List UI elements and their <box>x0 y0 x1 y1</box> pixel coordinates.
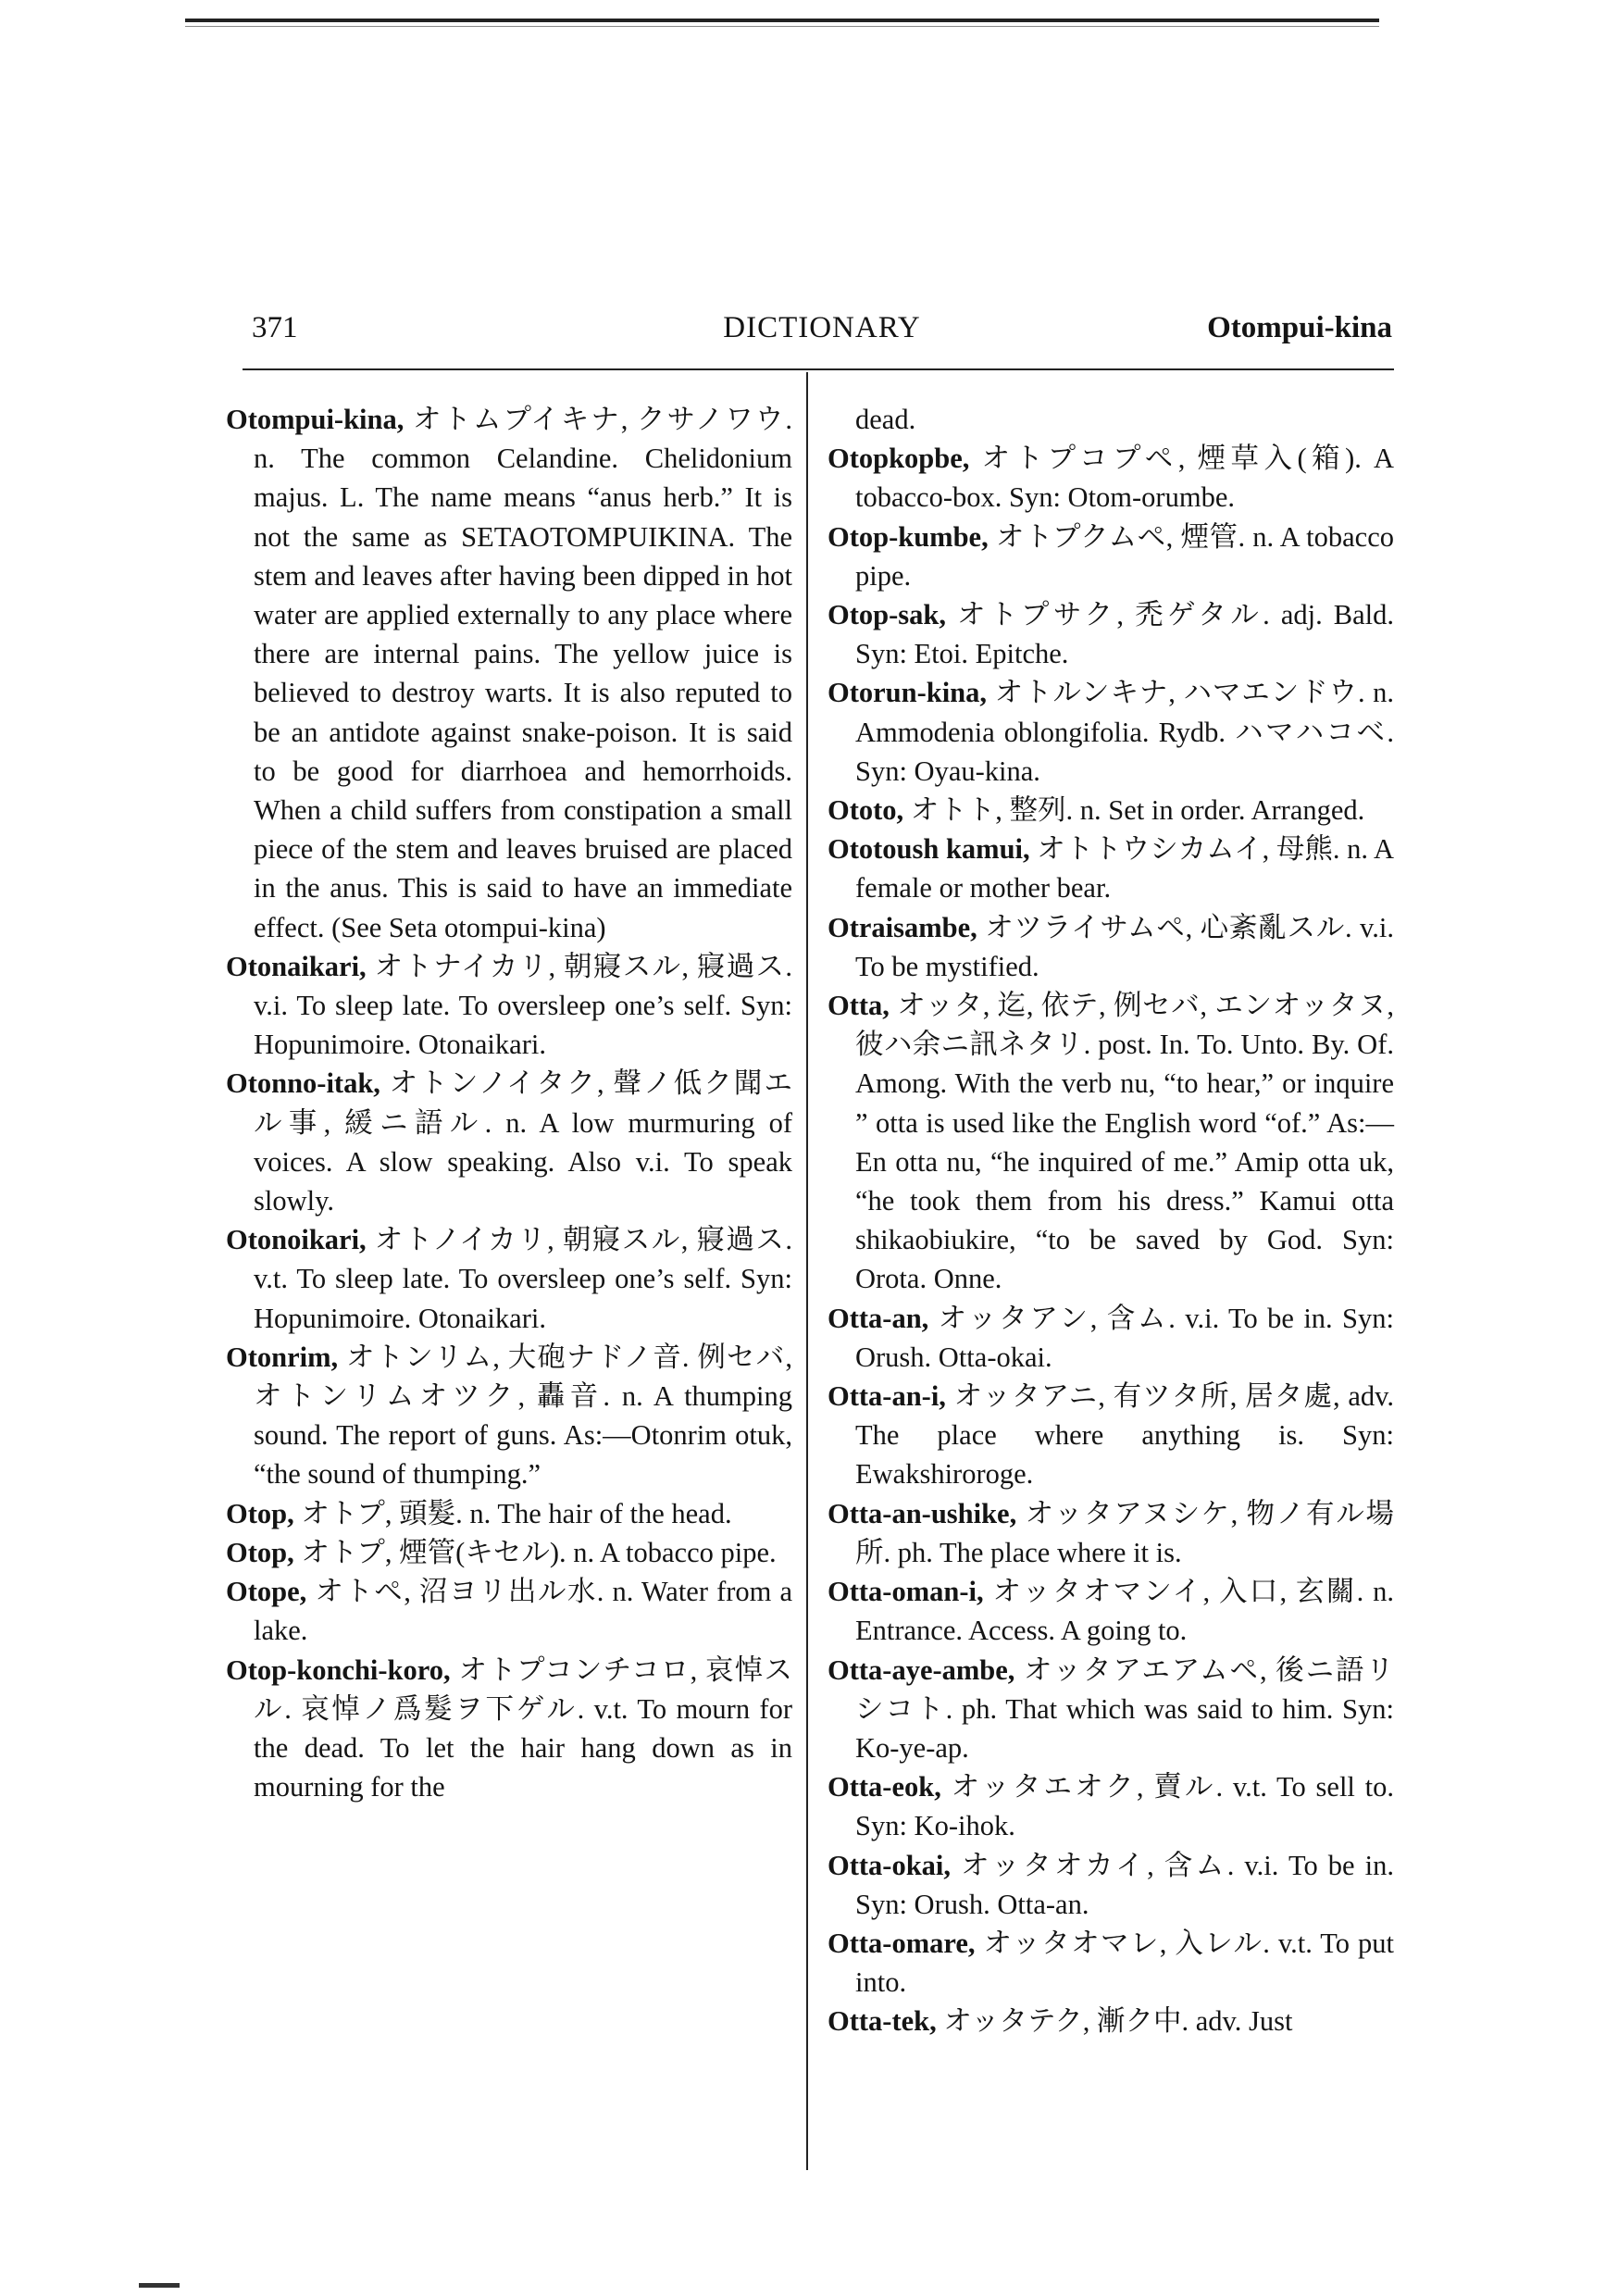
entry-definition: オトプ, 頭髮. n. The hair of the head. <box>293 1497 732 1529</box>
entry-headword: Otorun-kina, <box>828 677 988 709</box>
entry-headword: Ototo, <box>828 794 904 827</box>
top-rule <box>185 19 1379 22</box>
left-column <box>226 400 792 1806</box>
right-column <box>828 400 1394 2041</box>
entry-headword: Otonoikari, <box>226 1224 367 1256</box>
entry-headword: Otonaikari, <box>226 950 367 982</box>
dictionary-entry <box>226 1220 792 1338</box>
dictionary-entry <box>828 1767 1394 1845</box>
dictionary-entry <box>226 1494 792 1533</box>
entry-definition: オッタ, 迄, 依テ, 例セバ, エンオッタヌ, 彼ハ余ニ訊ネタリ. post. In. To. Unto. By. Of. Among. With the verb nu, “to hear,” or inquire ” otta is used like the English word “of.” As:—En otta nu, “he inquired of me.” Amip otta uk, “he took them from his dress.” Kamui otta shikaobiukire, “to be saved by God. Syn: Orota. Onne. <box>855 990 1394 1295</box>
column-divider <box>806 372 808 2170</box>
entry-definition: オッタアン, 含ム. v.i. To be in. Syn: Orush. Otta-okai. <box>855 1302 1394 1373</box>
dictionary-entry <box>226 1651 792 1807</box>
dictionary-entry <box>828 791 1394 830</box>
entry-definition: オトノイカリ, 朝寢スル, 寢過ス. v.t. To sleep late. To oversleep one’s self. Syn: Hopunimoire. Otonaikari. <box>254 1224 792 1334</box>
dictionary-entry <box>828 595 1394 673</box>
entry-definition: オッタテク, 漸ク中. adv. Just <box>936 2005 1293 2038</box>
entry-definition: オッタアエアムペ, 後ニ語リシコト. ph. That which was said to him. Syn: Ko-ye-ap. <box>855 1653 1394 1764</box>
entry-definition: オトンリム, 大砲ナドノ音. 例セバ, オトンリムオツク, 轟音. n. A thumping sound. The report of guns. As:—Otonrim otuk, “the sound of thumping.” <box>254 1341 792 1491</box>
dictionary-entry <box>828 830 1394 907</box>
entry-headword: Otop, <box>226 1497 294 1529</box>
entry-definition: オトルンキナ, ハマエンドウ. n. Ammodenia oblongifolia. Rydb. ハマハコベ. Syn: Oyau-kina. <box>855 677 1394 787</box>
page-number: 371 <box>252 311 298 344</box>
entry-definition: オトプクムペ, 煙管. n. A tobacco pipe. <box>855 520 1394 592</box>
entry-definition: オトトウシカムイ, 母熊. n. A female or mother bear. <box>855 833 1394 905</box>
dictionary-entry <box>828 1494 1394 1572</box>
entry-headword: Otta-eok, <box>828 1771 941 1803</box>
entry-definition: オトペ, 沼ヨリ出ル水. n. Water from a lake. <box>254 1576 792 1647</box>
entry-headword: Otop, <box>226 1536 294 1568</box>
entry-definition: オッタオカイ, 含ム. v.i. To be in. Syn: Orush. Otta-an. <box>855 1849 1394 1920</box>
entry-headword: Otop-sak, <box>828 599 946 631</box>
entry-headword: Otraisambe, <box>828 911 977 943</box>
entry-definition: オトプコンチコロ, 哀悼スル. 哀悼ノ爲髮ヲ下ゲル. v.t. To mourn for the dead. To let the hair hang down as in mourning for the <box>254 1653 792 1803</box>
dictionary-entry <box>828 986 1394 1299</box>
entry-definition: オッタアニ, 有ツタ所, 居タ處, adv. The place where anything is. Syn: Ewakshiroroge. <box>855 1380 1394 1491</box>
dictionary-entry <box>828 1377 1394 1494</box>
dictionary-entry <box>828 1651 1394 1768</box>
dictionary-entry <box>828 1924 1394 2002</box>
entry-headword: Otompui-kina, <box>226 404 404 435</box>
dictionary-entry <box>828 1846 1394 1924</box>
dictionary-entry <box>828 673 1394 791</box>
header-rule <box>243 368 1394 370</box>
entry-headword: Otopkopbe, <box>828 443 970 475</box>
entry-definition: オトト, 整列. n. Set in order. Arranged. <box>903 794 1365 827</box>
entry-headword: Otonrim, <box>226 1341 339 1373</box>
entry-headword: Otta-aye-ambe, <box>828 1653 1015 1686</box>
entry-definition: オッタエオク, 賣ル. v.t. To sell to. Syn: Ko-ihok. <box>855 1771 1394 1842</box>
entry-definition: オッタオマンイ, 入口, 玄關. n. Entrance. Access. A going to. <box>855 1576 1394 1647</box>
entry-headword: Otta, <box>828 990 890 1022</box>
running-title: DICTIONARY <box>723 311 921 344</box>
dictionary-entry <box>828 1572 1394 1650</box>
dictionary-entry <box>828 2002 1394 2040</box>
entry-headword: Otta-okai, <box>828 1849 952 1881</box>
entry-definition: オトプ, 煙管(キセル). n. A tobacco pipe. <box>293 1536 777 1568</box>
dictionary-entry <box>226 1338 792 1494</box>
dictionary-entry <box>226 400 792 947</box>
entry-headword: Otta-oman-i, <box>828 1576 984 1608</box>
entry-headword: Otonno-itak, <box>226 1067 380 1100</box>
entry-headword: Otta-an-i, <box>828 1380 946 1413</box>
entry-definition: dead. <box>855 404 916 435</box>
entry-definition: オトムプイキナ, クサノワウ. n. The common Celandine. Chelidonium majus. L. The name means “anus herb.” It is not the same as SETAOTOMPUIKINA. The stem and leaves after having been dipped in hot water are applied externally to any place where there are internal pains. The yellow juice is believed to destroy warts. It is also reputed to be an antidote against snake-poison. It is said to be good for diarrhoea and hemorrhoids. When a child suffers from constipation a small piece of the stem and leaves bruised are placed in the anus. This is said to have an immediate effect. (See Seta otompui-kina) <box>254 404 792 943</box>
dictionary-entry <box>828 1299 1394 1377</box>
entry-definition: オッタオマレ, 入レル. v.t. To put into. <box>855 1927 1394 1999</box>
top-rule-thin <box>185 26 1379 27</box>
entry-definition: オッタアヌシケ, 物ノ有ル場所. ph. The place where it is. <box>855 1497 1394 1568</box>
dictionary-entry <box>226 1572 792 1650</box>
entry-headword: Otop-kumbe, <box>828 520 989 553</box>
dictionary-entry <box>226 947 792 1065</box>
dictionary-entry <box>828 518 1394 595</box>
entry-definition: オツライサムペ, 心紊亂スル. v.i. To be mystified. <box>855 911 1394 982</box>
entry-headword: Otope, <box>226 1576 307 1608</box>
entry-headword: Ototoush kamui, <box>828 833 1030 866</box>
entry-headword: Otta-an, <box>828 1302 929 1334</box>
entry-definition: オトプサク, 禿ゲタル. adj. Bald. Syn: Etoi. Epitche. <box>855 599 1394 670</box>
dictionary-entry <box>226 1064 792 1220</box>
entry-definition: オトプコプペ, 煙草入(箱). A tobacco-box. Syn: Otom-orumbe. <box>855 443 1394 514</box>
entry-definition: オトナイカリ, 朝寢スル, 寢過ス. v.i. To sleep late. To oversleep one’s self. Syn: Hopunimoire. Otonaikari. <box>254 950 792 1061</box>
running-header <box>252 311 1392 352</box>
entry-headword: Otta-tek, <box>828 2005 937 2038</box>
dictionary-entry <box>828 439 1394 517</box>
dictionary-entry <box>828 400 1394 439</box>
entry-headword: Otta-an-ushike, <box>828 1497 1017 1529</box>
guide-word: Otompui-kina <box>1207 311 1392 344</box>
entry-headword: Otop-konchi-koro, <box>226 1653 451 1686</box>
entry-headword: Otta-omare, <box>828 1927 976 1959</box>
entry-definition: オトンノイタク, 聲ノ低ク聞エル事, 緩ニ語ル. n. A low murmuring of voices. A slow speaking. Also v.i. To speak slowly. <box>254 1067 792 1217</box>
dictionary-entry <box>828 908 1394 986</box>
dictionary-entry <box>226 1533 792 1572</box>
scan-mark <box>139 2283 180 2288</box>
